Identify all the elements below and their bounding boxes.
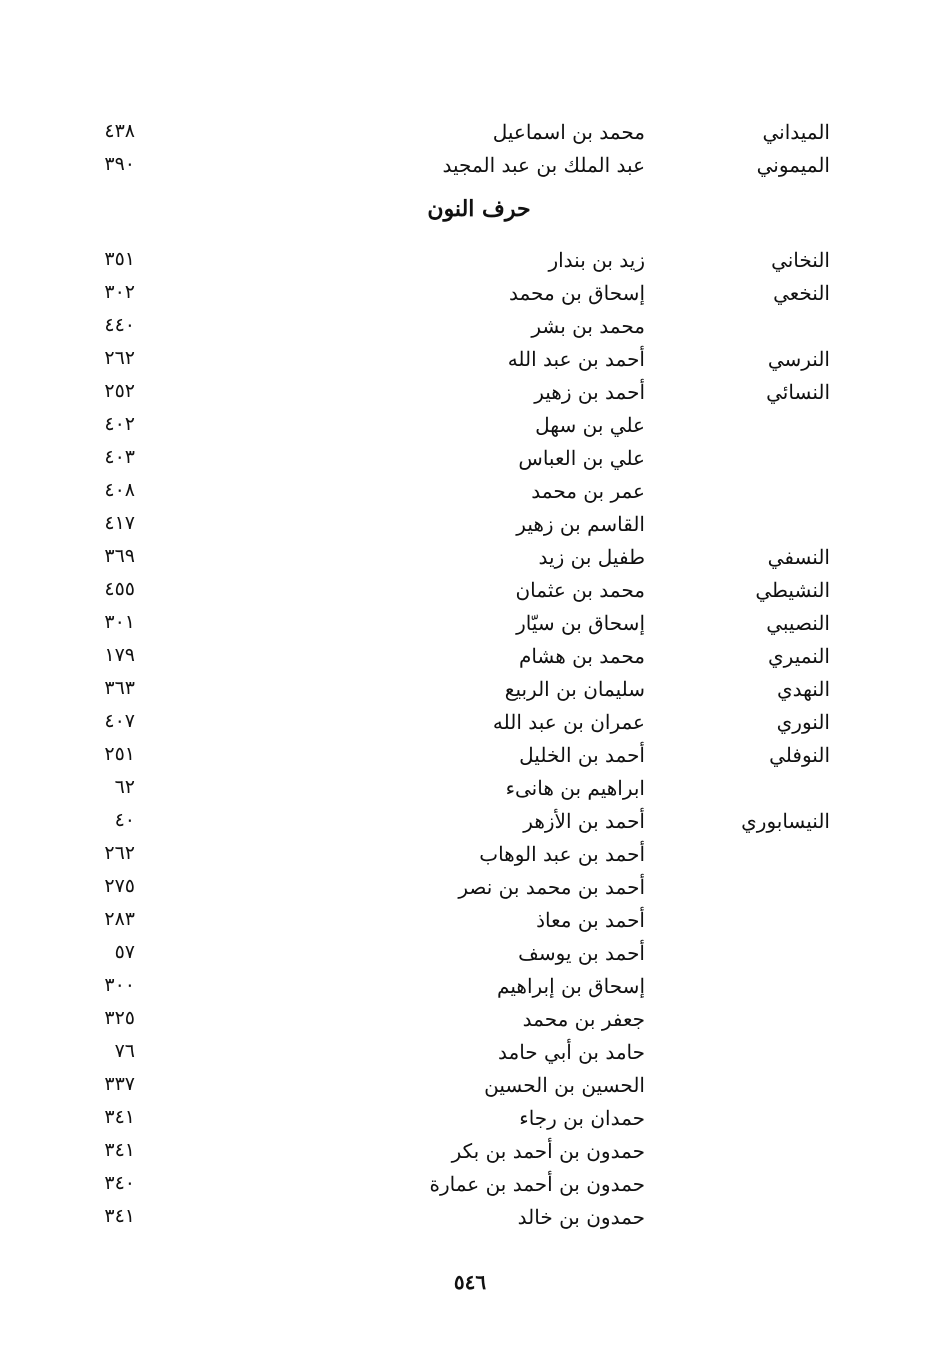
page-reference: ٤٥٥ (104, 578, 135, 600)
person-name: محمد بن اسماعيل (492, 120, 645, 144)
page-reference: ٤٠٧ (104, 710, 135, 732)
page-reference: ٣٠٠ (104, 974, 135, 996)
index-row (0, 706, 940, 739)
page-reference: ٤٣٨ (104, 120, 135, 142)
person-name: عمر بن محمد (531, 479, 645, 503)
index-row (0, 1201, 940, 1234)
index-row (0, 574, 940, 607)
person-name: أحمد بن عبد الله (507, 347, 645, 371)
person-name: إسحاق بن إبراهيم (497, 974, 645, 998)
person-name: زيد بن بندار (548, 248, 645, 272)
page-reference: ٢٦٢ (104, 842, 135, 864)
index-row (0, 970, 940, 1003)
index-row (0, 310, 940, 343)
person-name: الحسين بن الحسين (484, 1073, 645, 1097)
page-reference: ٣٩٠ (104, 153, 135, 175)
index-row (0, 116, 940, 149)
nisba: النميري (768, 644, 830, 668)
index-row (0, 376, 940, 409)
index-row (0, 871, 940, 904)
person-name: عمران بن عبد الله (492, 710, 645, 734)
nisba: النخعي (773, 281, 830, 305)
page-number: ٥٤٦ (453, 1270, 487, 1294)
person-name: محمد بن هشام (518, 644, 645, 668)
section-heading (0, 182, 940, 244)
page-reference: ٢٦٢ (104, 347, 135, 369)
person-name: حمدان بن رجاء (519, 1106, 645, 1130)
index-row (0, 409, 940, 442)
page-reference: ٢٧٥ (104, 875, 135, 897)
index-row (0, 277, 940, 310)
index-row (0, 937, 940, 970)
page-reference: ٣٢٥ (104, 1007, 135, 1029)
page-reference: ٣٦٣ (104, 677, 135, 699)
page-reference: ٣٥١ (104, 248, 135, 270)
nisba: الميداني (762, 120, 830, 144)
page-reference: ٥٧ (114, 941, 135, 963)
page-reference: ١٧٩ (104, 644, 135, 666)
person-name: محمد بن بشر (531, 314, 645, 338)
person-name: أحمد بن محمد بن نصر (458, 875, 645, 899)
page-reference: ٢٥١ (104, 743, 135, 765)
index-row (0, 1168, 940, 1201)
page-reference: ٣٠٢ (104, 281, 135, 303)
person-name: إسحاق بن محمد (508, 281, 645, 305)
person-name: حمدون بن أحمد بن عمارة (429, 1172, 645, 1196)
index-row (0, 475, 940, 508)
index-row (0, 1036, 940, 1069)
page-reference: ٣٣٧ (104, 1073, 135, 1095)
nisba: النشيطي (755, 578, 830, 602)
person-name: علي بن سهل (535, 413, 645, 437)
person-name: أحمد بن عبد الوهاب (479, 842, 645, 866)
page-reference: ٧٦ (114, 1040, 135, 1062)
index-row (0, 149, 940, 182)
person-name: أحمد بن معاذ (536, 908, 645, 932)
page-reference: ٣٤١ (104, 1139, 135, 1161)
person-name: محمد بن عثمان (515, 578, 645, 602)
index-row (0, 838, 940, 871)
person-name: أحمد بن الخليل (519, 743, 645, 767)
person-name: ابراهيم بن هانىء (505, 776, 645, 800)
nisba: النهدي (776, 677, 830, 701)
person-name: أحمد بن الأزهر (523, 809, 645, 833)
person-name: علي بن العباس (518, 446, 645, 470)
person-name: طفيل بن زيد (538, 545, 645, 569)
index-row (0, 1003, 940, 1036)
page-reference: ٣٠١ (104, 611, 135, 633)
index-row (0, 673, 940, 706)
page-reference: ٤٠٨ (104, 479, 135, 501)
index-row (0, 640, 940, 673)
page-reference: ٢٥٢ (104, 380, 135, 402)
person-name: إسحاق بن سيّار (516, 611, 645, 635)
index-row (0, 739, 940, 772)
index-row (0, 1069, 940, 1102)
index-row (0, 343, 940, 376)
nisba: النيسابوري (741, 809, 830, 833)
page-reference: ٣٤١ (104, 1106, 135, 1128)
index-row (0, 1102, 940, 1135)
page-reference: ٣٦٩ (104, 545, 135, 567)
person-name: جعفر بن محمد (522, 1007, 645, 1031)
person-name: حمدون بن خالد (517, 1205, 645, 1229)
index-row (0, 244, 940, 277)
page-reference: ٣٤١ (104, 1205, 135, 1227)
page-reference: ٤٠ (114, 809, 135, 831)
person-name: عبد الملك بن عبد المجيد (442, 153, 645, 177)
nisba: النوفلي (769, 743, 830, 767)
index-row (0, 607, 940, 640)
page-reference: ٤٠٣ (104, 446, 135, 468)
nisba: النسائي (766, 380, 830, 404)
person-name: حامد بن أبي حامد (498, 1040, 645, 1064)
page-reference: ٤٠٢ (104, 413, 135, 435)
index-row (0, 1135, 940, 1168)
person-name: القاسم بن زهير (516, 512, 645, 536)
nisba: النرسي (767, 347, 830, 371)
nisba: النخاني (771, 248, 830, 272)
person-name: سليمان بن الربيع (504, 677, 645, 701)
person-name: أحمد بن زهير (534, 380, 645, 404)
index-row (0, 904, 940, 937)
index-row (0, 442, 940, 475)
index-row (0, 772, 940, 805)
section-heading-text: حرف النون (427, 196, 531, 222)
nisba: النوري (776, 710, 830, 734)
page-reference: ٤٤٠ (104, 314, 135, 336)
page-reference: ٤١٧ (104, 512, 135, 534)
nisba: النصيبي (766, 611, 830, 635)
index-row (0, 508, 940, 541)
index-row (0, 805, 940, 838)
entry-rows (0, 244, 940, 1234)
page-reference: ٦٢ (114, 776, 135, 798)
nisba: الميموني (756, 153, 830, 177)
index-list (0, 116, 940, 1234)
person-name: أحمد بن يوسف (518, 941, 645, 965)
page-reference: ٣٤٠ (104, 1172, 135, 1194)
person-name: حمدون بن أحمد بن بكر (451, 1139, 645, 1163)
nisba: النسفي (767, 545, 830, 569)
index-row (0, 541, 940, 574)
page-reference: ٢٨٣ (104, 908, 135, 930)
